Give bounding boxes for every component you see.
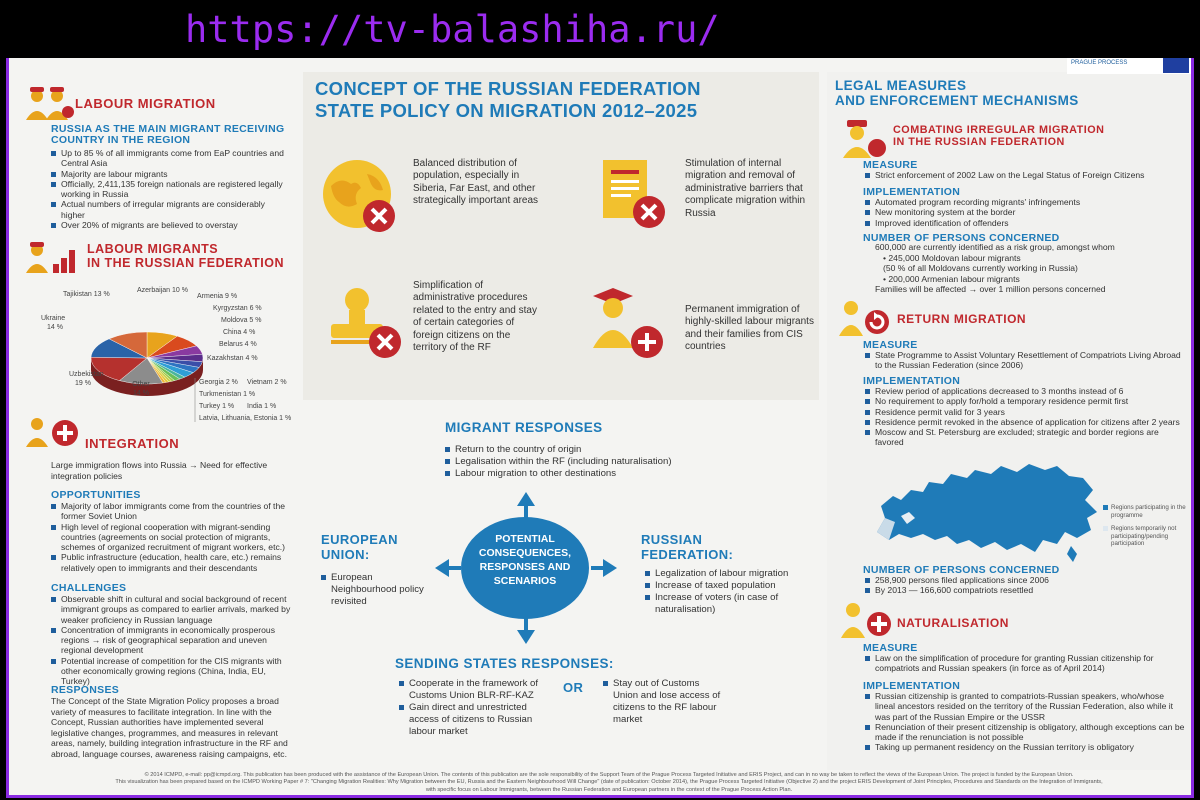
pie-label: Kyrgyzstan 6 %	[213, 305, 262, 312]
page-title: CONCEPT OF THE RUSSIAN FEDERATION STATE POLICY ON MIGRATION 2012–2025	[315, 78, 701, 121]
list-item: Law on the simplification of procedure for granting Russian citizenship for compatriots and Russian speakers (in force as of April 2014)	[865, 653, 1185, 674]
integration-heading: INTEGRATION	[85, 436, 180, 451]
labour-migrants-rf-heading: LABOUR MIGRANTS IN THE RUSSIAN FEDERATION	[87, 242, 284, 270]
measure-heading: MEASURE	[863, 642, 918, 654]
migrant-responses-list	[445, 444, 745, 480]
legend-label: Regions temporarily not participating/pending participation	[1111, 525, 1177, 547]
sending-right-list	[603, 678, 727, 726]
list-item: State Programme to Assist Voluntary Resettlement of Compatriots Living Abroad to the Russian Federation (since 2006)	[865, 350, 1185, 371]
list-item: European Neighbourhood policy revisited	[321, 572, 431, 608]
pie-label: China 4 %	[223, 329, 256, 336]
measure-list	[865, 170, 1185, 180]
labour-migration-heading: LABOUR MIGRATION	[75, 96, 216, 111]
list-item: Families will be affected → over 1 million persons concerned	[875, 284, 1106, 295]
integration-icon	[25, 414, 81, 448]
persons-concerned-list	[865, 575, 1185, 596]
list-item: 600,000 are currently identified as a risk group, amongst whom	[875, 242, 1115, 252]
list-item: Public infrastructure (education, health care, etc.) remains relatively open to immigrants and their descendants	[51, 552, 291, 573]
url-banner	[0, 0, 1200, 58]
list-item: Over 20% of migrants are believed to overstay	[51, 220, 291, 230]
pie-label: Kazakhstan 4 %	[207, 355, 258, 362]
list-item: • 245,000 Moldovan labour migrants	[883, 252, 1021, 263]
legal-measures-heading: LEGAL MEASURES AND ENFORCEMENT MECHANISMS	[835, 78, 1079, 108]
list-item: 258,900 persons filed applications since 2006	[865, 575, 1185, 585]
list-item: Observable shift in cultural and social background of recent immigrant groups as compared to earlier arrivals, marked by weaker proficiency in Russian language	[51, 594, 291, 625]
url-text[interactable]: https://tv-balashiha.ru/	[185, 8, 720, 51]
measure-list	[865, 350, 1185, 371]
pie-label: Turkmenistan 1 %	[199, 391, 256, 398]
pie-label: Other	[132, 381, 150, 388]
migrant-responses-heading: MIGRANT RESPONSES	[445, 420, 603, 435]
legend-swatch-pending	[1103, 526, 1108, 531]
list-item: Strict enforcement of 2002 Law on the Legal Status of Foreign Citizens	[865, 170, 1185, 180]
footer	[9, 770, 1191, 798]
footer-line: This visualization has been prepared based on the ICMPD Working Paper # 7: "Changing Migration Realities: Why Migration between the EU, Russia and the Eastern Neighbourhood Will Change" (date of publication: October 2014), the Prague Process Targeted Initiative (Objective 2) and the project ERIS Development of Joint Principles, Procedures and Standards on the Integration of Immigrants,	[115, 779, 1103, 785]
pie-label: Tajikistan 13 %	[63, 291, 110, 298]
persons-concerned-heading: NUMBER OF PERSONS CONCERNED	[863, 232, 1060, 244]
footer-line: with specific focus on Labour Immigrants, between the Russian Federation and European partners in the context of the Prague Process Action Plan.	[425, 787, 793, 793]
list-item: New monitoring system at the border	[865, 207, 1185, 217]
pie-label: Belarus 4 %	[219, 341, 257, 348]
list-item: Majority are labour migrants	[51, 169, 291, 179]
eu-heading: EUROPEAN UNION:	[321, 532, 398, 562]
pie-label: Georgia 2 %	[199, 379, 238, 386]
implementation-heading: IMPLEMENTATION	[863, 680, 961, 692]
pie-label: Latvia, Lithuania, Estonia 1 %	[199, 415, 292, 422]
police-icon	[837, 118, 889, 158]
implementation-list	[865, 691, 1185, 753]
rf-heading: RUSSIAN FEDERATION:	[641, 532, 734, 562]
persons-concerned-heading: NUMBER OF PERSONS CONCERNED	[863, 564, 1060, 576]
persons-concerned-list	[865, 242, 1185, 295]
list-item: Moscow and St. Petersburg are excluded; strategic and border regions are favored	[865, 427, 1185, 448]
list-item: Officially, 2,411,135 foreign nationals are registered legally working in Russia	[51, 179, 291, 200]
footer-line: © 2014 ICMPD, e-mail: pp@icmpd.org. This publication has been produced with the assistance of the European Union. The contents of this publication are the sole responsibility of the Support Team of the Prague Process Targeted Initiative and ERIS Project, and can in no way be taken to reflect the views of the European Union. The project is funded by the European Union.	[144, 772, 1074, 778]
list-item: Residence permit valid for 3 years	[865, 407, 1185, 417]
list-item: Actual numbers of irregular migrants are considerably higher	[51, 199, 291, 220]
globe-icon	[317, 154, 403, 240]
naturalisation-icon	[839, 600, 895, 638]
pie-label: Uzbekistan	[69, 371, 104, 378]
list-item: Up to 85 % of all immigrants come from EaP countries and Central Asia	[51, 148, 291, 169]
list-item: Majority of labor immigrants come from the countries of the former Soviet Union	[51, 501, 291, 522]
list-item: Cooperate in the framework of Customs Union BLR-RF-KAZ	[399, 678, 555, 702]
irregular-migration-heading: COMBATING IRREGULAR MIGRATION IN THE RUSSIAN FEDERATION	[893, 124, 1105, 148]
workers-icon	[23, 84, 75, 122]
naturalisation-heading: NATURALISATION	[897, 616, 1009, 630]
measure-heading: MEASURE	[863, 159, 918, 171]
legend-swatch-participating	[1103, 505, 1108, 510]
challenges-heading: CHALLENGES	[51, 582, 127, 594]
goal-text: Permanent immigration of highly-skilled labour migrants and their families from CIS countries	[685, 304, 814, 353]
implementation-list	[865, 197, 1185, 228]
list-item: No requirement to apply for/hold a temporary residence permit first	[865, 396, 1185, 406]
labour-migrants-pie-chart	[29, 284, 299, 424]
eu-flag-icon	[1163, 58, 1189, 73]
list-item: Labour migration to other destinations	[445, 468, 745, 480]
list-item: Increase of voters (in case of naturalisation)	[645, 592, 815, 616]
goal-text: Stimulation of internal migration and removal of administrative barriers that complicate migration within Russia	[685, 158, 806, 219]
implementation-list	[865, 386, 1185, 448]
list-item: Stay out of Customs Union and lose access of citizens to the RF labour market	[603, 678, 727, 726]
opportunities-heading: OPPORTUNITIES	[51, 489, 141, 501]
list-item: Improved identification of offenders	[865, 218, 1185, 228]
list-item: High level of regional cooperation with migrant-sending countries (agreements on social protection of migrants, schemes of organized recruitment of migrant workers, etc.)	[51, 522, 291, 553]
pie-label-value: 14 %	[47, 324, 63, 331]
goal-text: Simplification of administrative procedures related to the entry and stay of certain categories of foreign citizens on the territory of the RF	[413, 280, 537, 354]
measure-heading: MEASURE	[863, 339, 918, 351]
list-item: Taking up permanent residency on the Russian territory is obligatory	[865, 742, 1185, 752]
eu-list	[321, 572, 431, 608]
implementation-heading: IMPLEMENTATION	[863, 186, 961, 198]
list-item: Return to the country of origin	[445, 444, 745, 456]
measure-list	[865, 653, 1185, 674]
infographic-poster	[6, 58, 1194, 798]
map-legend	[1103, 504, 1189, 548]
pie-label-value: 14 %	[133, 390, 149, 397]
sending-left-list	[399, 678, 555, 738]
list-item: Gain direct and unrestricted access of citizens to Russian labour market	[399, 702, 555, 738]
responses-text: The Concept of the State Migration Policy proposes a broad variety of measures to facilitate integration. In line with the Concept, Russian authorities have implemented several legislative changes, programmes, and measures in relevant areas, namely, building integration infrastructure in the RF and abroad, language courses, awareness raising campaigns, etc.	[51, 696, 288, 759]
pie-label: Ukraine	[41, 315, 66, 322]
pie-label: Azerbaijan 10 %	[137, 287, 188, 294]
sending-states-heading: SENDING STATES RESPONSES:	[395, 656, 614, 671]
labour-migration-subheading: RUSSIA AS THE MAIN MIGRANT RECEIVING COUNTRY IN THE REGION	[51, 123, 285, 146]
worker-chart-icon	[25, 240, 83, 274]
list-item: Review period of applications decreased to 3 months instead of 6	[865, 386, 1185, 396]
document-icon	[593, 154, 679, 240]
list-item: Concentration of immigrants in economically prosperous regions → risk of geographical separation and uneven regional development	[51, 625, 291, 656]
list-item: (50 % of all Moldovans currently working in Russia)	[883, 263, 1078, 274]
list-item: Increase of taxed population	[645, 580, 815, 592]
integration-intro: Large immigration flows into Russia → Need for effective integration policies	[51, 460, 268, 481]
return-migration-heading: RETURN MIGRATION	[897, 312, 1027, 326]
prague-process-logo: PRAGUE PROCESS	[1071, 60, 1128, 66]
responses-heading: RESPONSES	[51, 684, 120, 696]
pie-label-value: 19 %	[75, 380, 91, 387]
list-item: Renunciation of their present citizenship is obligatory, although exceptions can be made if the renunciation is not possible	[865, 722, 1185, 743]
rf-list	[645, 568, 815, 616]
opportunities-list	[51, 501, 291, 573]
partner-logos	[1067, 58, 1193, 74]
legend-label: Regions participating in the programme	[1111, 504, 1186, 519]
pie-label: Vietnam 2 %	[247, 379, 287, 386]
list-item: Legalisation within the RF (including naturalisation)	[445, 456, 745, 468]
list-item: Potential increase of competition for the CIS migrants with other economically growing regions (China, India, EU, Turkey)	[51, 656, 291, 687]
list-item: Automated program recording migrants' infringements	[865, 197, 1185, 207]
scenarios-label: POTENTIAL CONSEQUENCES, RESPONSES AND SCENARIOS	[478, 533, 572, 587]
labour-migration-list	[51, 148, 291, 230]
russia-map	[871, 456, 1103, 568]
pie-label: Armenia 9 %	[197, 293, 238, 300]
pie-label: Moldova 5 %	[221, 317, 262, 324]
return-icon	[837, 298, 893, 336]
list-item: Legalization of labour migration	[645, 568, 815, 580]
list-item: By 2013 — 166,600 compatriots resettled	[865, 585, 1185, 595]
implementation-heading: IMPLEMENTATION	[863, 375, 961, 387]
or-label: OR	[563, 680, 584, 695]
pie-label: Turkey 1 %	[199, 403, 235, 410]
graduate-icon	[589, 282, 675, 368]
list-item: • 200,000 Armenian labour migrants	[883, 273, 1020, 284]
list-item: Residence permit revoked in the absence of application for citizens after 2 years	[865, 417, 1185, 427]
goal-text: Balanced distribution of population, especially in Siberia, Far East, and other strategically important areas	[413, 158, 539, 207]
challenges-list	[51, 594, 291, 687]
list-item: Russian citizenship is granted to compatriots-Russian speakers, who/whose lineal ancestors resided on the territory of the Russian Federation, also while it was part of the Russian Empire or the USSR	[865, 691, 1185, 722]
pie-label: India 1 %	[247, 403, 277, 410]
stamp-icon	[327, 280, 413, 366]
